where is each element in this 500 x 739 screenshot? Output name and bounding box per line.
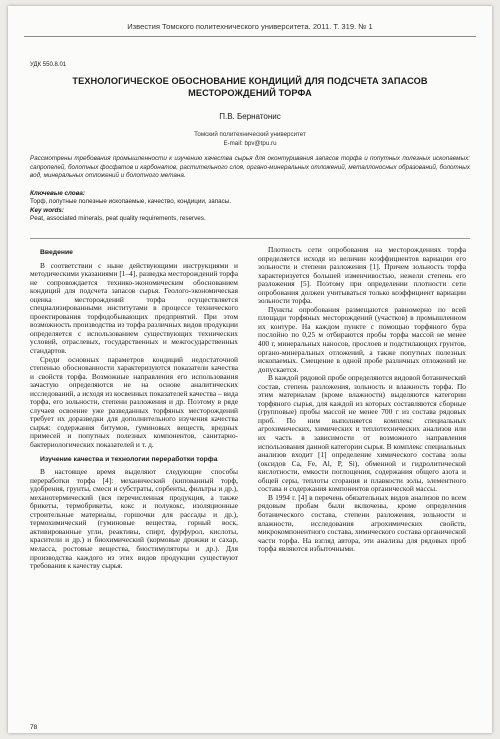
keywords-ru: Торф, попутные полезные ископаемые, качество, кондиции, запасы.	[30, 198, 232, 206]
page-number: 78	[30, 724, 38, 731]
author-name: П.В. Бернатонис	[219, 112, 281, 121]
keywords-ru-heading: Ключевые слова:	[30, 190, 85, 197]
university-name: Томский политехнический университет	[194, 131, 306, 138]
right-column	[258, 246, 466, 554]
keywords-block	[30, 190, 470, 223]
section-heading-quality: Изучение качества и технологии переработки торфа	[40, 455, 218, 463]
udk-code: УДК 550.8.01	[30, 62, 67, 68]
author-email: E-mail: bpv@tpu.ru	[223, 140, 277, 147]
section-heading-introduction: Введение	[40, 249, 73, 256]
affiliation-block	[8, 130, 492, 148]
article-title: ТЕХНОЛОГИЧЕСКОЕ ОБОСНОВАНИЕ КОНДИЦИЙ ДЛЯ ПОДСЧЕТА ЗАПАСОВ МЕСТОРОЖДЕНИЙ ТОРФА	[72, 76, 428, 98]
keywords-en: Peat, associated minerals, peat quality requirements, reserves.	[30, 214, 206, 222]
paragraph: В соответствии с ныне действующими инструкциями и методическими указаниями [1–4], разведка месторождений торфа не сопровождается технико-экономическим обоснованием кондиций для подсчета запасов сырья. Геолого-экономическая оценка месторождений торфа осуществляется специализированными институтами в процессе технического проектирования торфодобывающих предприятий. При этом возможность производства из торфа различных видов продукции определяется с использованием существующих технических условий, отраслевых, государственных и межгосударственных стандартов.	[30, 260, 238, 355]
paragraph: Плотность сети опробования на месторождениях торфа определяется исходя из величин коэффициентов вариации его зольности и степени разложения [1]. Причем зольность торфа характеризуется большей изменчивостью, нежели степень его разложения [5]. Поэтому при определении плотности сети опробования должен учитываться только коэффициент вариации зольности торфа.	[258, 245, 466, 306]
abstract: Рассмотрены требования промышленности к изучению качества сырья для оконтуривания запасов торфа и попутных полезных ископаемых: сапропелей, болотных фосфатов и карбонатов, растительного слоя, органо-минеральных отложений, металлоносных образований, болотных вод, минеральных отложений и болотного метана.	[30, 155, 470, 180]
section-divider	[30, 238, 470, 239]
left-column	[30, 246, 238, 571]
running-header: Известия Томского политехнического университета. 2011. Т. 319. № 1	[24, 22, 476, 37]
keywords-en-heading: Key words:	[30, 206, 64, 214]
paragraph: Среди основных параметров кондиций недостаточной степенью обоснованности характеризуются показатели качества и свойств торфа. Возможные направления его использования зачастую определяются не на основе аналитических исследований, а исходя из косвенных показателей качества – вида торфа, его зольности, степени разложения и др. Поэтому в ряде случаев освоение уже разведанных торфяных месторождений требует их доразведки для дополнительного изучения качества сырья: содержания битумов, гуминовых веществ, вредных примесей и попутных полезных компонентов, санитарно-бактериологических показателей и т. д.	[30, 354, 238, 449]
paragraph: В каждой рядовой пробе определяются видовой ботанический состав, степень разложения, зольность и влажность торфа. По этим материалам (кроме влажности) выделяются категории торфяного сырья, для каждой из которых составляются сборные (групповые) пробы массой не менее 700 г из состава рядовых проб. По ним выполняется комплекс специальных агрохимических, химических и теплотехнических анализов или их часть в зависимости от возможного направления использования данной категории сырья. В комплекс специальных анализов входит [1] определение химического состава золы (оксидов Ca, Fe, Al, P, Si), обменной и гидролитической кислотности, емкости поглощения, содержания общего азота и общей серы, теплоты сгорания и плавкости золы, элементного состава и содержания компонентов органической массы.	[258, 373, 466, 494]
paragraph: В настоящее время выделяют следующие способы переработки торфа [4]: механический (кипованный торф, удобрения, грунты, смеси и субстраты, сорбенты, фильтры и др.), механотермический (вся перечисленная продукция, а также брикеты, термобрикеты, кокс и полукокс, изоляционные строительные материалы, горшочки для рассады и др.), термохимический (гуминовые вещества, горный воск, активированные угли, реактивы, спирт, фурфурол, кислоты, красители и др.) и биохимический (кормовые дрожжи и сахар, меласса, ростовые вещества, биостимуляторы и др.). Для производства каждого из этих видов продукции существуют требования к качеству сырья.	[30, 467, 238, 571]
journal-page	[8, 6, 492, 733]
paragraph: Пункты опробования размещаются равномерно по всей площади торфяных месторождений (участков) в промышленном их контуре. На каждом пункте с помощью торфяного бура послойно по 0,25 м отбираются пробы торфа массой не менее 400 г, минеральных наносов, прослоев и подстилающих грунтов, органо-минеральных отложений, а также попутных полезных ископаемых. Смещение в одной пробе различных отложений не допускается.	[258, 304, 466, 374]
paragraph: В 1994 г. [4] в перечень обязательных видов анализов по всем рядовым пробам были включены, кроме определения ботанического состава, степени разложения, зольности и влажности, исследования агрохимических свойств, микрокомпонентного состава, химического состава органической части торфа. На взгляд автора, эти анализы для рядовых проб торфа являются избыточными.	[258, 492, 466, 554]
